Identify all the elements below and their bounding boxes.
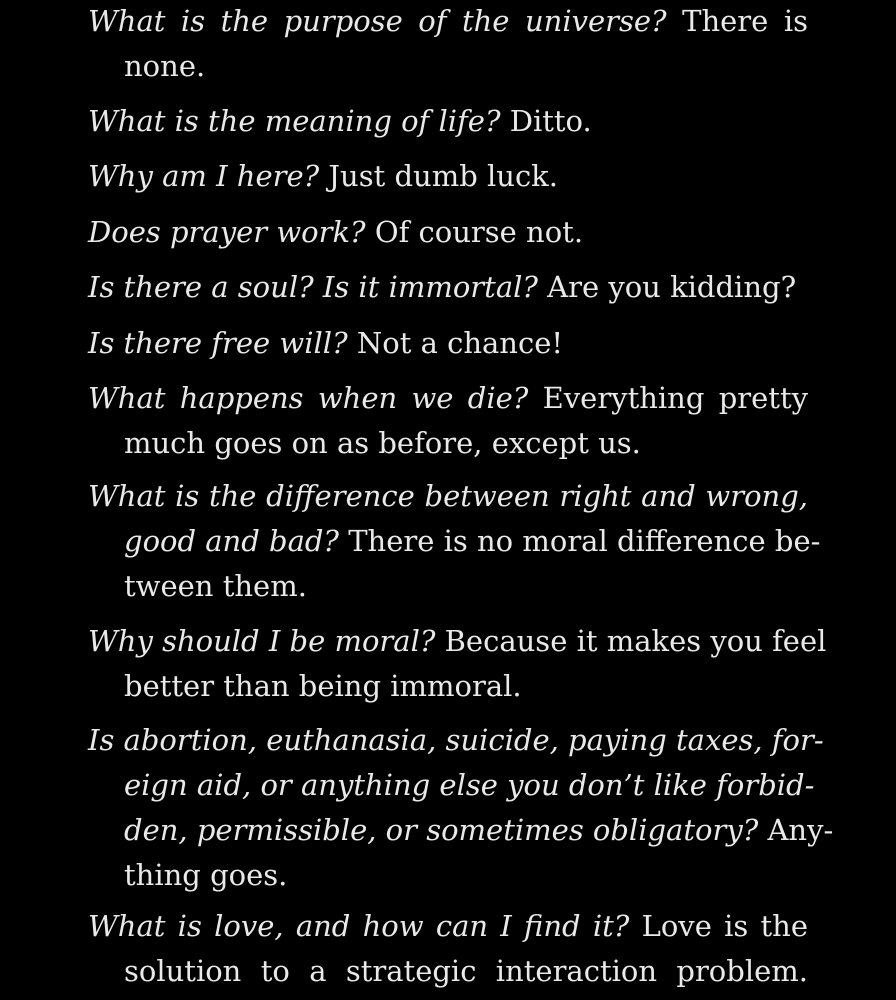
answer-text: Not a chance!: [356, 326, 564, 360]
answer-text: Of course not.: [374, 215, 584, 249]
question-text: Why am I here?: [88, 159, 320, 193]
answer-text-part: solution to a strategic interaction problem.: [124, 954, 808, 988]
qa-entry: [88, 718, 834, 898]
question-text-part: What is the difference between right and wrong,: [88, 479, 808, 513]
question-text-part: eign aid, or anything else you don’t like forbid-: [124, 768, 815, 802]
question-text: Is there free will?: [88, 326, 348, 360]
answer-text-part: Everything pretty: [542, 381, 808, 415]
question-text: Does prayer work?: [88, 215, 366, 249]
question-text: Why should I be moral?: [88, 624, 436, 658]
question-text: What is the purpose of the universe?: [88, 4, 667, 38]
question-text: Is there a soul? Is it immortal?: [88, 270, 538, 304]
answer-text-part: thing goes.: [124, 858, 288, 892]
answer-text-part: Any-: [767, 813, 834, 847]
question-text-part: good and bad?: [124, 524, 339, 558]
qa-entry: [88, 376, 808, 466]
question-text-part: den, permissible, or sometimes obligatory?: [124, 813, 759, 847]
qa-entry: [88, 154, 808, 199]
answer-text-part: Love is the: [641, 909, 809, 943]
qa-entry: [88, 0, 808, 89]
answer-text: Just dumb luck.: [328, 159, 558, 193]
answer-text: Ditto.: [509, 104, 592, 138]
qa-entry: [88, 904, 808, 994]
answer-text-part: much goes on as before, except us.: [124, 426, 641, 460]
answer-text-part: There is no moral difference be-: [348, 524, 821, 558]
question-text: What is the meaning of life?: [88, 104, 501, 138]
answer-text-part: better than being immoral.: [124, 669, 522, 703]
qa-entry: [88, 474, 821, 609]
qa-entry: [88, 321, 808, 366]
answer-text-part: There is: [682, 4, 808, 38]
answer-text-part: none.: [124, 49, 206, 83]
answer-text-part: Because it makes you feel: [444, 624, 827, 658]
question-text: What happens when we die?: [88, 381, 529, 415]
qa-entry: [88, 210, 808, 255]
answer-text-part: tween them.: [124, 569, 307, 603]
answer-text: Are you kidding?: [547, 270, 797, 304]
question-text: What is love, and how can I find it?: [88, 909, 630, 943]
qa-entry: [88, 619, 827, 709]
qa-entry: [88, 265, 808, 310]
question-text-part: Is abortion, euthanasia, suicide, paying taxes, for-: [88, 723, 824, 757]
qa-entry: [88, 99, 808, 144]
